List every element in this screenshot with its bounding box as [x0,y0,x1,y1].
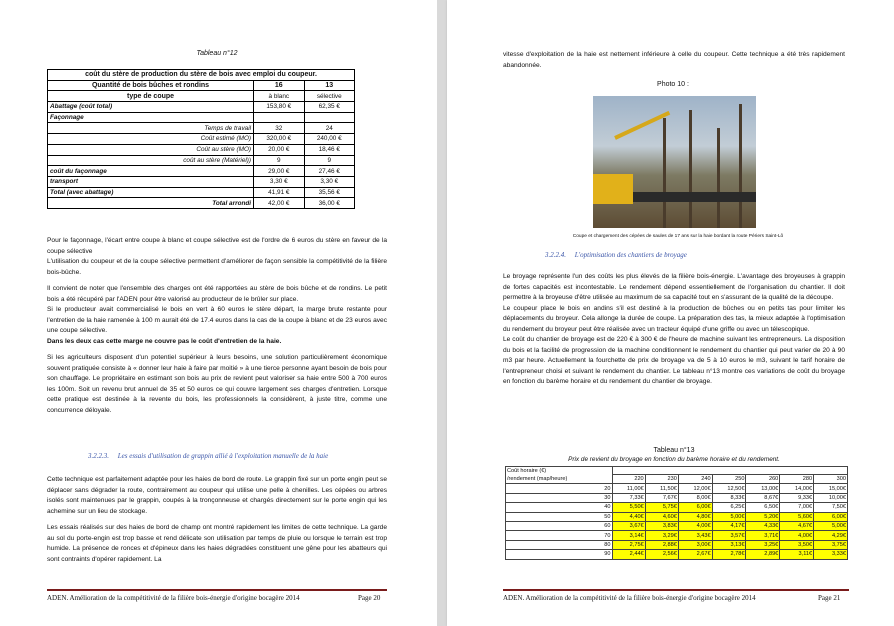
trailer [633,192,756,202]
col-header: 220 [612,475,645,484]
table-cell: 4,60€ [645,512,678,521]
cell: 9 [254,155,304,166]
table-cell: 5,00€ [712,512,746,521]
table-cell: 2,88€ [645,540,678,549]
table-cell: 2,75€ [612,540,645,549]
col-header: 260 [746,475,780,484]
cell: 18,46 € [304,144,354,155]
section-number: 3.2.2.3. [88,452,109,460]
table-cell: 2,67€ [678,550,712,559]
cell [304,112,354,123]
col-header: 230 [645,475,678,484]
table-cell: 4,33€ [746,521,780,530]
crane-boom [614,111,670,140]
paragraph: Il convient de noter que l'ensemble des charges ont été rapportées au stère de bois bûche et de rondins. Le petit bois a été récupéré par l'ADEN pour être valorisé au producteur de le brûler sur place. [47,285,387,303]
cell: 320,00 € [254,134,304,145]
body-text-block-2 [47,475,387,565]
section-title: Les essais d'utilisation de grappin allié à l'exploitation manuelle de la haie [117,452,329,460]
table-cell: 3,57€ [712,531,746,540]
table-cell: 5,60€ [780,512,814,521]
table-row [48,102,355,113]
table-row [48,166,355,177]
page-gutter [437,0,447,626]
table-row [48,155,355,166]
page-20 [0,0,437,626]
row-label: coût du façonnage [48,166,254,177]
table-cell: 3,29€ [645,531,678,540]
table-12-type-a: à blanc [254,91,304,102]
section-number: 3.2.2.4. [545,251,566,259]
table-row [48,187,355,198]
table-row [48,134,355,145]
row-label: Temps de travail [48,123,254,134]
table-cell: 4,67€ [780,521,814,530]
table-cell: 3,50€ [780,540,814,549]
table-cell: 3,43€ [678,531,712,540]
table-cell: 4,17€ [712,521,746,530]
table-cell: 7,50€ [814,503,848,512]
table-cell: 3,25€ [746,540,780,549]
col-header: 240 [678,475,712,484]
table-cell: 12,00€ [678,484,712,493]
cell: 3,30 € [304,176,354,187]
table-cell: 6,25€ [712,503,746,512]
footer-text: ADEN. Amélioration de la compétitivité de la filière bois-énergie d'origine bocagère 2014 [503,594,756,602]
table-cell: 2,44€ [612,550,645,559]
row-label: transport [48,176,254,187]
table-12 [47,69,355,209]
cell: 36,00 € [304,198,354,209]
row-header: 50 [506,512,613,521]
table-row [506,493,848,502]
table-cell: 13,00€ [746,484,780,493]
row-label: Façonnage [48,112,254,123]
table-cell: 5,50€ [612,503,645,512]
table-12-type-b: sélective [304,91,354,102]
paragraph: vitesse d'exploitation de la haie est nettement inférieure à celle du coupeur. Cette technique a été très rapidement abandonnée. [503,51,845,69]
table-cell: 11,00€ [612,484,645,493]
table-12-qty-label: Quantité de bois bûches et rondins [48,80,254,91]
table-cell: 3,75€ [814,540,848,549]
table-row [506,521,848,530]
paragraph: Cette technique est parfaitement adaptée pour les haies de bord de route. Le grappin fixé sur un porte engin peut se déplacer sans dégrader la route, contrairement au coupeur qui utilise une pelle à chenilles. Les cépées ou arbres isolés sont maintenues par le grappin, coupés à la tronçonneuse et chargés directement sur le porte engin qui les achemine sur un lieu de stockage. [47,476,387,515]
paragraph: Pour le façonnage, l'écart entre coupe à blanc et coupe sélective est de l'ordre de 6 euros du stère en faveur de la coupe sélective [47,237,387,255]
table-cell: 3,13€ [712,540,746,549]
table-cell: 3,14€ [612,531,645,540]
table-cell: 10,00€ [814,493,848,502]
table-row [506,503,848,512]
table-cell: 3,11€ [780,550,814,559]
body-text-block-3 [503,272,845,388]
table-12-caption: Tableau n°12 [196,50,238,57]
row-label: Abattage (coût total) [48,102,254,113]
table-12-qty-16: 16 [254,80,304,91]
table-cell: 4,00€ [780,531,814,540]
table-cell: 5,75€ [645,503,678,512]
table-cell: 7,67€ [645,493,678,502]
table-cell: 7,33€ [612,493,645,502]
cell: 35,56 € [304,187,354,198]
col-header: 300 [814,475,848,484]
table-13-corner [506,467,613,484]
paragraph: Si les agriculteurs disposent d'un potentiel supérieur à leurs besoins, une solution particulièrement économique souvent pratiquée consiste à « donner leur haie à faire par moitié » à une tierce personne ayant besoin de bois pour son chauffage. Le propriétaire en estimant son bois au prix de revient peut valoriser sa haie entre 500 à 700 euros les 100m. Soit un revenu brut annuel de 35 et 50 euros ce qui couvre largement ses charges d'entretien. Lorsque cette pratique est destinée à la revente du bois, les professionnels la considèrent, à juste titre, comme une concurrence déloyale. [47,354,387,414]
col-header: 250 [712,475,746,484]
table-row [48,176,355,187]
table-cell: 14,00€ [780,484,814,493]
photo-10 [593,96,756,228]
table-cell: 8,33€ [712,493,746,502]
table-cell: 2,78€ [712,550,746,559]
cell [254,112,304,123]
table-cell: 4,00€ [678,521,712,530]
table-cell: 4,80€ [678,512,712,521]
paragraph-bold: Dans les deux cas cette marge ne couvre pas le coût d'entretien de la haie. [47,337,282,345]
row-label: Coût au stère (MO) [48,144,254,155]
body-text-block-1 [47,236,387,416]
corner-line: /rendement (map/heure) [507,476,568,483]
table-cell: 11,50€ [645,484,678,493]
table-cell: 4,29€ [814,531,848,540]
paragraph: L'utilisation du coupeur et de la coupe sélective permettent d'améliorer de façon sensible la compétitivité de la filière bois-bûche. [47,258,387,276]
table-cell: 3,71€ [746,531,780,540]
cell: 20,00 € [254,144,304,155]
table-cell: 8,67€ [746,493,780,502]
cell: 3,30 € [254,176,304,187]
cell: 27,46 € [304,166,354,177]
section-heading-3-2-2-3 [88,452,378,460]
row-header: 30 [506,493,613,502]
photo-caption: Photo 10 : [657,81,689,88]
cell: 9 [304,155,354,166]
row-label: coût au stère (Matériel)) [48,155,254,166]
table-13-subcaption: Prix de revient du broyage en fonction du barème horaire et du rendement. [568,456,780,463]
row-header: 90 [506,550,613,559]
tree [717,128,720,228]
tree [663,118,666,228]
table-cell: 5,20€ [746,512,780,521]
footer-rule [503,589,849,591]
row-header: 80 [506,540,613,549]
cell: 42,00 € [254,198,304,209]
table-row [48,198,355,209]
cell: 41,91 € [254,187,304,198]
truck [593,174,633,204]
row-header: 20 [506,484,613,493]
table-cell: 3,83€ [645,521,678,530]
table-12-qty-13: 13 [304,80,354,91]
row-header: 60 [506,521,613,530]
row-header: 40 [506,503,613,512]
table-row [506,540,848,549]
cell: 240,00 € [304,134,354,145]
cell: 24 [304,123,354,134]
table-row [506,512,848,521]
paragraph: Si le producteur avait commercialisé le bois en vert à 60 euros le stère départ, la marge brute restante pour l'entretien de la haie ramenée à 100 m aurait été de 17.4 euros dans la cas de la coupe à blanc et de 23 euros avec une coupe sélective. [47,306,387,334]
row-header: 70 [506,531,613,540]
table-cell: 3,00€ [678,540,712,549]
tree [689,110,692,228]
table-cell: 4,40€ [612,512,645,521]
tree [739,104,742,228]
section-heading-3-2-2-4 [545,251,825,259]
paragraph: Le coût du chantier de broyage est de 220 € à 300 € de l'heure de machine suivant les entrepreneurs. La disposition du bois et la facilité de progression de la machine conditionnent le rendement du chantier qui peut varier de 20 à 90 m3 par heure. Actuellement la fourchette de prix de broyage va de 5 à 10 euros le m3, suivant le tarif horaire de l'entrepreneur choisi et suivant le rendement du chantier. Le tableau n°13 montre ces variations de coût du broyage en fonction du barème horaire et du rendement du chantier de broyage. [503,336,845,385]
paragraph: Le broyage représente l'un des coûts les plus élevés de la filière bois-énergie. L'avantage des broyeuses à grappin de fortes capacités est incontestable. Le rendement dépend essentiellement de l'organisation du chantier. Il doit permettre à la broyeuse d'être utilisée au maximum de sa capacité tout en s'assurant de la qualité de la découpe. [503,273,845,301]
table-cell: 3,33€ [814,550,848,559]
table-12-type-label: type de coupe [48,91,254,102]
table-13 [505,466,848,560]
table-row [48,112,355,123]
row-label: Total arrondi [48,198,254,209]
table-row [506,531,848,540]
table-cell: 2,56€ [645,550,678,559]
table-12-title: coût du stère de production du stère de bois avec emploi du coupeur. [48,70,355,81]
cell: 32 [254,123,304,134]
table-row [506,550,848,559]
table-cell: 2,89€ [746,550,780,559]
table-cell: 7,00€ [780,503,814,512]
table-row [506,484,848,493]
page-number: Page 21 [818,594,841,602]
table-cell: 6,00€ [814,512,848,521]
table-cell: 9,33€ [780,493,814,502]
corner-line: Coût horaire (€) [507,468,547,475]
row-label: Total (avec abattage) [48,187,254,198]
paragraph: Les essais réalisés sur des haies de bord de champ ont montré rapidement les limites de cette technique. La garde au sol du porte-engin est trop basse et rend délicate son utilisation par temps de pluie ou lorsque le terrain est trop humide. La présence de ronces et d'épineux dans les haies dégradées constituent une gêne pour les abatteurs qui sont contraints d'opérer rapidement. La [47,524,387,563]
table-cell: 8,00€ [678,493,712,502]
table-cell: 15,00€ [814,484,848,493]
cell: 62,35 € [304,102,354,113]
footer-rule [47,589,387,591]
paragraph: Le coupeur place le bois en andins s'il est destiné à la production de bûches ou en petits tas pour limiter les déplacements du broyeur. Cela allonge la durée de coupe. La préparation des tas, la mieux adaptée à l'optimisation du rendement du broyeur peut être réalisée avec un tracteur équipé d'une griffe ou avec un télescopique. [503,304,845,333]
table-cell: 5,00€ [814,521,848,530]
table-cell: 6,00€ [678,503,712,512]
photo-subcaption: Coupe et chargement des cépées de saules de 17 ans sur la haie bordant la route Périers Saint-Lô [572,234,784,239]
cell: 29,00 € [254,166,304,177]
cell: 153,80 € [254,102,304,113]
section-title: L'optimisation des chantiers de broyage [574,251,687,259]
page-number: Page 20 [358,594,381,602]
table-cell: 3,67€ [612,521,645,530]
table-cell: 6,50€ [746,503,780,512]
col-header: 280 [780,475,814,484]
footer-text: ADEN. Amélioration de la compétitivité de la filière bois-énergie d'origine bocagère 2014 [47,594,300,602]
table-13-caption: Tableau n°13 [653,447,695,454]
table-row [48,144,355,155]
table-row [48,123,355,134]
row-label: Coût estimé (MO) [48,134,254,145]
table-cell: 12,50€ [712,484,746,493]
